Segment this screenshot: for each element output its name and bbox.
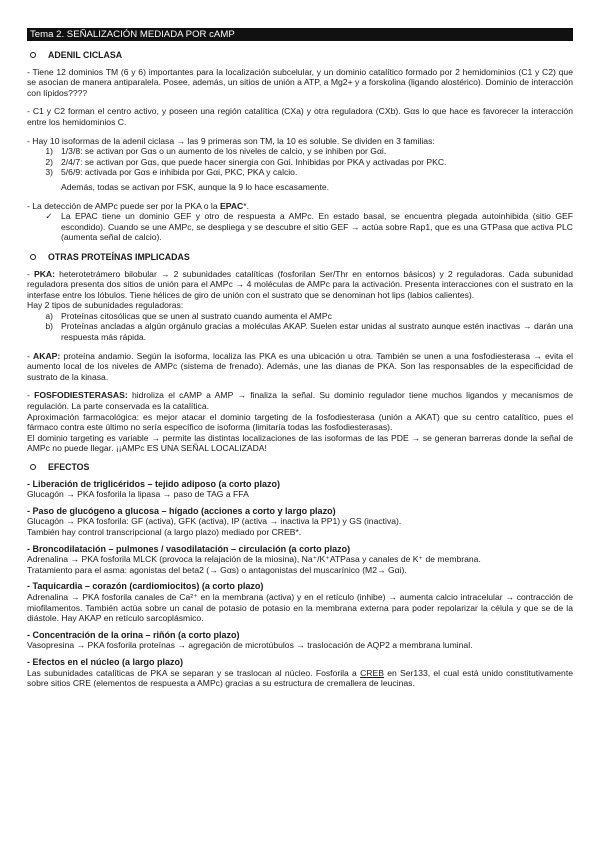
text-run: - La detección de AMPc puede ser por la PKA o la <box>27 200 220 211</box>
paragraph: - Hay 10 isoformas de la adenil ciclasa → las 9 primeras son TM, la 10 es soluble. Se dividen en 3 familias: <box>27 135 435 146</box>
check-list-item <box>27 211 573 243</box>
list-number: 1) <box>45 146 53 157</box>
pka-term: PKA: <box>33 268 55 279</box>
checkmark-icon: ✓ <box>45 211 53 222</box>
text-run: - <box>27 268 34 279</box>
effect-text: Adrenalina → PKA fosforila MLCK (provoca la relajación de la miosina), Na⁺/K⁺ATPasa y canales de K⁺ de membrana. <box>27 554 481 565</box>
list-item <box>27 311 573 322</box>
circle-bullet-icon <box>30 464 36 470</box>
effect-text: Glucagón → PKA fosforila: GF (activa), GFK (activa), IP (activa → inactiva la PP1) y GS (inactiva). <box>27 516 402 527</box>
section-heading-otras-proteinas <box>27 252 573 263</box>
effect-title: - Efectos en el núcleo (a largo plazo) <box>27 656 184 667</box>
effect-block <box>27 506 573 538</box>
paragraph: Aproximación farmacológica: es mejor atacar el dominio targeting de la fosfodiesterasa (unión a AKAT) que su centro catalítico, pues el fármaco contra este último no sería específico de isoforma (limitaría todas las fosfodiesterasas). <box>27 411 573 433</box>
effect-block <box>27 544 573 576</box>
effect-block <box>27 581 573 623</box>
paragraph <box>27 201 573 212</box>
text-run: - <box>27 390 35 401</box>
text-run: heterotetrámero bilobular → 2 subunidades catalíticas (fosforilan Ser/Thr en entornos básicos) y 2 reguladoras. Cada subunidad reguladora presenta dos sitios de unión para el AMPc → 4 moléculas de AMPc para la activación. Presenta interacciones con el sustrato en la interfase entre los lóbulos. Tiene hélices de giro de unión con el sustrato que se denominan hot lips (labios calientes). <box>27 268 573 300</box>
effect-text <box>27 668 573 689</box>
text-run: proteína andamio. Según la isoforma, localiza las PKA es una ubicación u otra. También se unen a una fosfodiesterasa → evita el aumento local de los niveles de AMPc (sistema de frenado). Además, une las dianas de PKA. Son las responsables de la especificidad de sustrato de la kinasa. <box>27 350 574 382</box>
effect-block <box>27 630 573 651</box>
text-run: en Ser133, el cual está unido constitutivamente sobre sitios CRE (elementos de respuesta a AMPc) gracias a su estructura de cremallera de leucinas. <box>27 667 573 689</box>
circle-bullet-icon <box>30 254 36 260</box>
section-heading-efectos <box>27 462 573 473</box>
effect-text: Adrenalina → PKA fosforila canales de Ca²⁺ en la membrana (activa) y en el retículo (inhibe) → aumenta calcio intracelular → contracción de miofilamentos. También actúa sobre un canal de potasio de potasio en la membrana externa para poder repolarizar la célula y que se de la diástole. Hay AKAP en retículo sarcoplásmico. <box>27 591 573 624</box>
page-title: Tema 2. SEÑALIZACIÓN MEDIADA POR cAMP <box>27 28 573 41</box>
list-text: La EPAC tiene un dominio GEF y otro de respuesta a AMPc. En estado basal, se encuentra plegada autoinhibida (sitio GEF escondido). Cuando se une AMPc, se despliega y se descubre el sitio GEF → actúa sobre Rap1, que es una GTPasa que activa PLC (aumenta señal de calcio). <box>61 211 573 243</box>
list-text: Proteínas ancladas a algún orgánulo gracias a moléculas AKAP. Suelen estar unidas al sustrato aunque estén inactivas → darán una respuesta más rápida. <box>61 321 573 343</box>
list-text: 5/6/9: activada por Gαs e inhibida por Gαi, PKC, PKA y calcio. <box>61 167 298 178</box>
numbered-list <box>27 146 573 178</box>
akap-term: AKAP: <box>33 350 61 361</box>
effect-title: - Broncodilatación – pulmones / vasodilatación – circulación (a corto plazo) <box>27 543 351 554</box>
epac-term: EPAC <box>220 200 244 211</box>
section-heading-label: OTRAS PROTEÍNAS IMPLICADAS <box>48 251 190 262</box>
paragraph-pde <box>27 390 573 411</box>
list-text: Proteínas citosólicas que se unen al sustrato cuando aumenta el AMPc <box>61 310 332 321</box>
list-item <box>27 167 573 178</box>
effect-block <box>27 657 573 689</box>
effect-text: Glucagón → PKA fosforila la lipasa → paso de TAG a FFA <box>27 489 249 500</box>
document-page <box>27 28 573 695</box>
paragraph-akap <box>27 351 573 383</box>
alpha-list <box>27 311 573 343</box>
paragraph: - Tiene 12 dominios TM (6 y 6) importantes para la localización subcelular, y un dominio catalítico formado por 2 hemidominios (C1 y C2) que se asocian de manera antiparalela. Posee, además, un sitios de unión a ATP, a Mg2+ y a forskolina (ligando alostérico). Dominio de interacción con lípidos???? <box>27 66 573 98</box>
section-heading-adenil-ciclasa <box>27 50 573 61</box>
effect-title: - Paso de glucógeno a glucosa – hígado (acciones a corto y largo plazo) <box>27 505 336 516</box>
effect-text: Vasopresina → PKA fosforila proteínas → agregación de microtúbulos → traslocación de AQP2 a membrana luminal. <box>27 640 473 651</box>
text-run: hidroliza el cAMP a AMP → finaliza la señal. Su dominio regulador tiene muchos ligandos y mecanismos de regulación. La parte conservada es la catalítica. <box>27 390 573 412</box>
effect-title: - Concentración de la orina – riñón (a corto plazo) <box>27 629 240 640</box>
effect-title: - Liberación de triglicéridos – tejido adiposo (a corto plazo) <box>27 478 281 489</box>
list-letter: b) <box>45 321 53 332</box>
paragraph: El dominio targeting es variable → permite las distintas localizaciones de las isoformas de las PDE → se generan barreras donde la señal de AMPc no puede llegar. ¡¡AMPc ES UNA SEÑAL LOCALIZADA! <box>27 432 573 454</box>
list-item <box>27 321 573 342</box>
text-run: *. <box>243 200 249 211</box>
effect-block <box>27 479 573 500</box>
pde-term: FOSFODIESTERASAS: <box>34 390 128 401</box>
effect-title: - Taquicardia – corazón (cardiomiocitos) (a corto plazo) <box>27 581 264 592</box>
section-heading-label: EFECTOS <box>48 462 90 472</box>
text-run: - <box>27 350 34 361</box>
list-item <box>27 157 573 168</box>
effect-text: También hay control transcripcional (a largo plazo) mediado por CREB*. <box>27 526 302 537</box>
paragraph: Hay 2 tipos de subunidades reguladoras: <box>27 300 184 311</box>
paragraph: Además, todas se activan por FSK, aunque la 9 lo hace escasamente. <box>61 181 329 192</box>
paragraph-pka <box>27 269 573 301</box>
list-item <box>27 146 573 157</box>
list-letter: a) <box>45 310 53 321</box>
list-number: 3) <box>45 167 53 178</box>
list-number: 2) <box>45 156 53 167</box>
circle-bullet-icon <box>30 52 36 58</box>
list-text: 1/3/8: se activan por Gαs o un aumento de los niveles de calcio, y se inhiben por Gαi. <box>61 146 387 157</box>
effect-text: Tratamiento para el asma: agonistas del beta2 (→ Gαs) o antagonistas del muscarínico (M2→ Gαi). <box>27 564 407 575</box>
section-heading-label: ADENIL CICLASA <box>48 50 123 60</box>
text-run: Las subunidades catalíticas de PKA se separan y se traslocan al núcleo. Fosforila a <box>27 667 361 678</box>
list-text: 2/4/7: se activan por Gαs, que puede hacer sinergia con Gαi. Inhibidas por PKA y activadas por PKC. <box>61 156 447 167</box>
creb-term: CREB <box>360 667 384 678</box>
paragraph: - C1 y C2 forman el centro activo, y poseen una región catalítica (CXa) y otra reguladora (CXb). Gαs lo que hace es favorecer la interacción entre los hemidominios C. <box>27 106 573 127</box>
